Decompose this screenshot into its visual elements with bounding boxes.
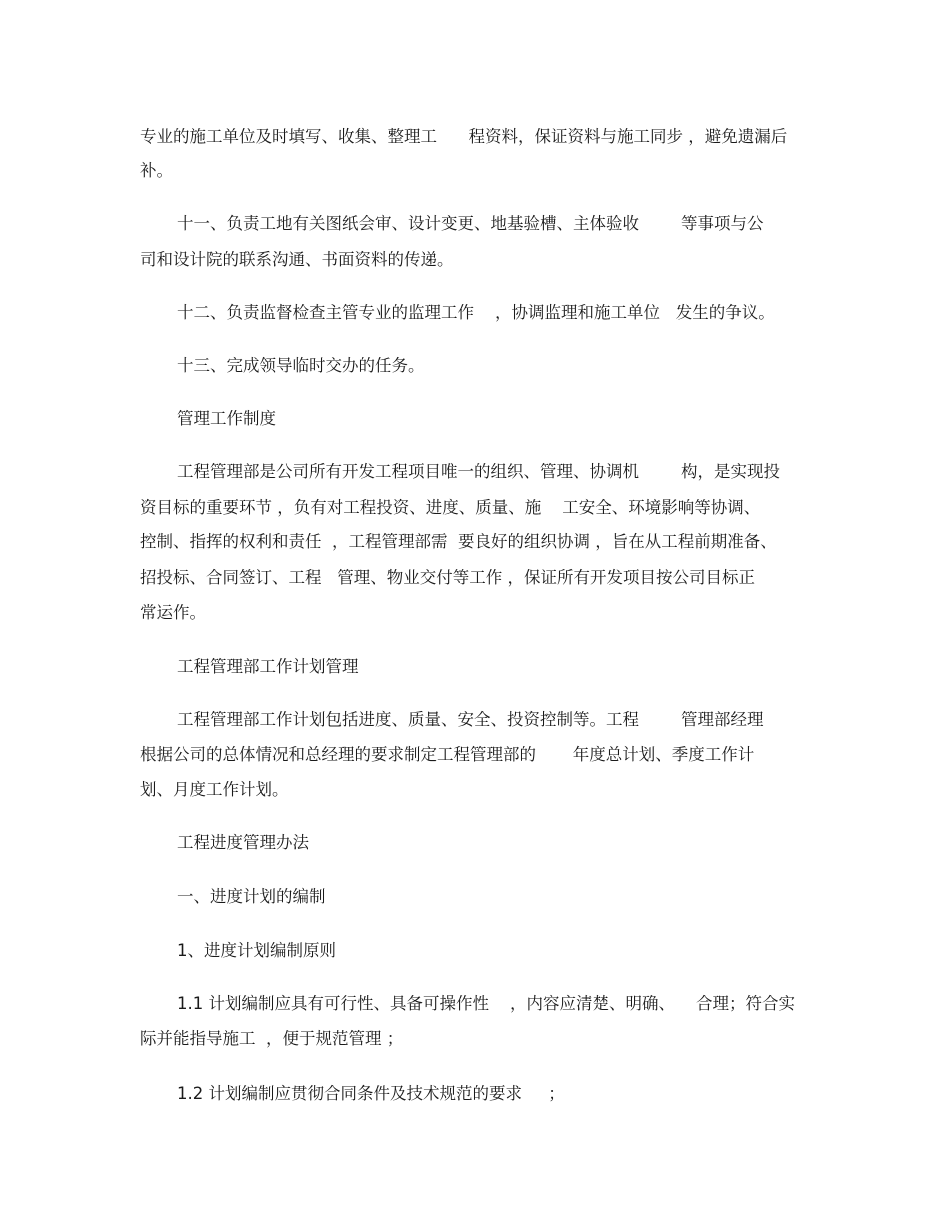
section-heading: 管理工作制度: [177, 409, 276, 428]
text-line: 招投标、合同签订、工程 管理、物业交付等工作 ，保证所有开发项目按公司目标正: [140, 568, 755, 587]
text-line: 工程管理部工作计划包括进度、质量、安全、投资控制等。工程 管理部经理: [177, 710, 764, 729]
text-line: 司和设计院的联系沟通、书面资料的传递。: [140, 250, 454, 269]
text-line: 十一、负责工地有关图纸会审、设计变更、地基验槽、主体验收 等事项与公: [177, 214, 764, 233]
text-line: 划、月度工作计划。: [140, 780, 289, 799]
section-heading: 1、进度计划编制原则: [177, 941, 336, 960]
text-line: 资目标的重要环节 ，负有对工程投资、进度、质量、施 工安全、环境影响等协调、: [140, 498, 761, 517]
text-line: 补。: [140, 161, 173, 180]
text-line: 际并能指导施工 ，便于规范管理 ；: [140, 1029, 404, 1048]
section-heading: 工程进度管理办法: [177, 833, 309, 852]
section-heading: 一、进度计划的编制: [177, 887, 326, 906]
section-heading: 工程管理部工作计划管理: [177, 657, 359, 676]
text-line: 根据公司的总体情况和总经理的要求制定工程管理部的 年度总计划、季度工作计: [140, 745, 755, 764]
text-line: 1.1 计划编制应具有可行性、具备可操作性 ，内容应清楚、明确、 合理；符合实: [177, 994, 795, 1013]
text-line: 控制、指挥的权利和责任 ，工程管理部需 要良好的组织协调 ，旨在从工程前期准备、: [140, 532, 777, 551]
text-line: 十二、负责监督检查主管专业的监理工作 ，协调监理和施工单位 发生的争议。: [177, 303, 775, 322]
text-line: 工程管理部是公司所有开发工程项目唯一的组织、管理、协调机 构，是实现投: [177, 462, 780, 481]
text-line: 十三、完成领导临时交办的任务。: [177, 356, 425, 375]
text-line: 1.2 计划编制应贯彻合同条件及技术规范的要求 ；: [177, 1084, 565, 1103]
text-line: 专业的施工单位及时填写、收集、整理工 程资料，保证资料与施工同步 ，避免遗漏后: [140, 127, 788, 146]
text-line: 常运作。: [140, 603, 206, 622]
